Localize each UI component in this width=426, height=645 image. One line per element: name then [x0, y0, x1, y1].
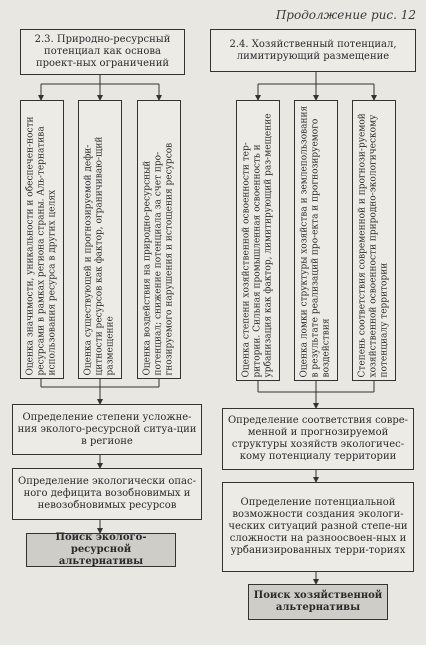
- right-step-2-text: Определение потенциальной возможности создания экологи-ческих ситуаций разной степе-ни сложности на разноосвоен-ных и урбанизированных терри-ториях: [228, 497, 408, 556]
- figure-caption: Продолжение рис. 12: [275, 8, 416, 22]
- left-step-1: [12, 404, 202, 455]
- left-header-text: 2.3. Природно-ресурсный потенциал как основа проект-ных ограничений: [34, 34, 171, 69]
- left-criterion-3: [137, 100, 181, 379]
- right-result-box: [248, 584, 388, 620]
- right-criterion-3: [352, 100, 396, 381]
- left-header-box: [20, 29, 185, 75]
- right-header-text: 2.4. Хозяйственный потенциал, лимитирующий размещение: [229, 38, 397, 62]
- left-step-2-text: Определение экологически опас-ного дефицита возобновимых и невозобновимых ресурсов: [18, 476, 196, 511]
- left-criterion-1-text: Оценка значимости, уникальности и обеспечен-ности ресурсами в рамках региона страны. Аль-тернатива использования ресурса в других целях: [25, 115, 58, 375]
- right-result-text: Поиск хозяйственной альтернативы: [253, 590, 383, 613]
- left-result-box: [26, 533, 176, 567]
- right-step-2: [222, 482, 414, 572]
- left-step-2: [12, 468, 202, 520]
- right-step-1-text: Определение соответствия совре-менной и прогнозируемой структуры хозяйств экологичес-кому потенциалу территории: [227, 415, 409, 462]
- left-criterion-1: [20, 100, 64, 379]
- right-criterion-3-text: Степень соответствия современной и прогнози-руемой хозяйственной освоенности природно-экологическому потенциалу территории: [357, 112, 390, 377]
- left-step-1-text: Определение степени усложне-ния эколого-ресурсной ситуа-ции в регионе: [17, 411, 197, 447]
- left-criterion-2: [78, 100, 122, 379]
- right-criterion-1: [236, 100, 280, 381]
- right-step-1: [222, 408, 414, 470]
- right-header-box: [210, 29, 416, 72]
- left-criterion-2-text: Оценка существующей и прогнозируемой дефи-цитности ресурсов как фактор, ограничиваю-щий размещение: [83, 136, 116, 375]
- right-criterion-1-text: Оценка степени хозяйственной освоенности тер-ритории. Сильная промышленная освоенность и урбанизация как фактор, лимитирующий раз-мещение: [241, 112, 274, 377]
- left-result-text: Поиск эколого-ресурсной альтернативы: [55, 532, 147, 567]
- right-criterion-2-text: Оценка ломки структуры хозяйства и землепользования в результате реализаций про-екта и прогнозируемого воздействия: [299, 105, 332, 377]
- left-criterion-3-text: Оценка воздействия на природно-ресурсный потенциал; снижение потенциала за счет про-гнозируемого нарушения и истощения ресурсов: [142, 142, 175, 375]
- right-criterion-2: [294, 100, 338, 381]
